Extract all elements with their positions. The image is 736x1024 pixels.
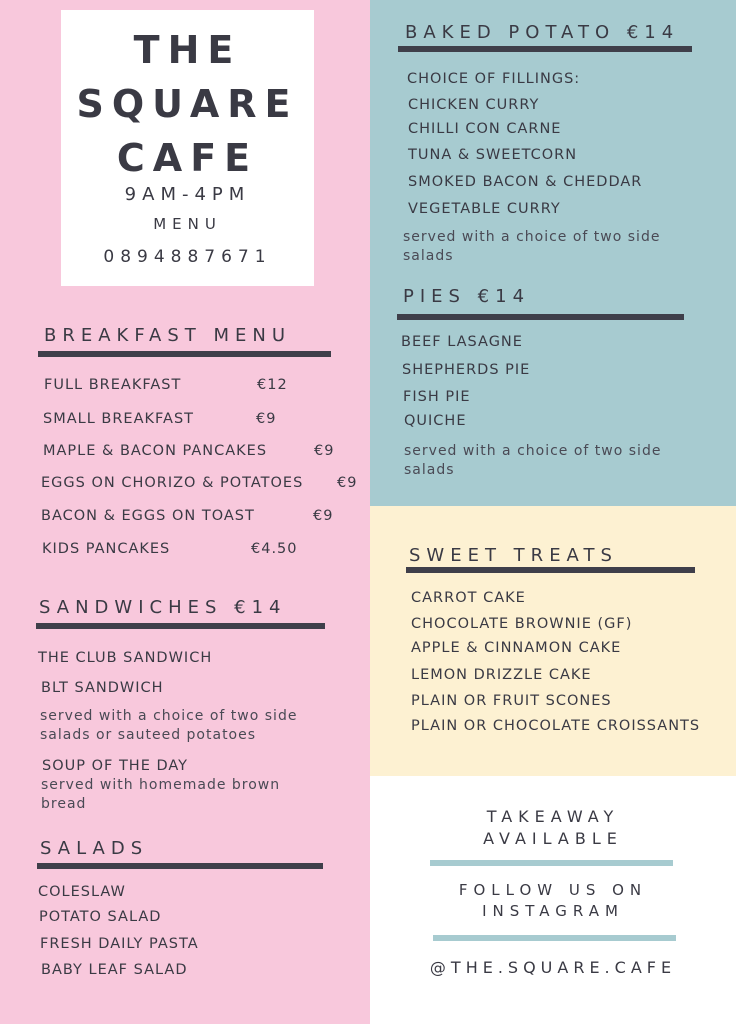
- filling-item: CHILLI CON CARNE: [408, 121, 562, 137]
- filling-item: TUNA & SWEETCORN: [408, 147, 578, 163]
- baked-potato-divider: [398, 46, 692, 52]
- sweet-item: LEMON DRIZZLE CAKE: [411, 667, 592, 683]
- sandwich-item: BLT SANDWICH: [41, 680, 164, 696]
- sweet-item: PLAIN OR FRUIT SCONES: [411, 693, 612, 709]
- pies-heading: PIES €14: [403, 286, 531, 307]
- instagram-divider: [433, 935, 676, 941]
- filling-item: CHICKEN CURRY: [408, 97, 540, 113]
- brand-line-3: CAFE: [116, 136, 259, 180]
- pie-item: FISH PIE: [403, 389, 471, 405]
- takeaway-divider: [430, 860, 673, 866]
- follow-line-2: INSTAGRAM: [482, 902, 624, 920]
- filling-item: SMOKED BACON & CHEDDAR: [408, 174, 643, 190]
- soup-note: served with homemade brown bread: [41, 777, 281, 812]
- breakfast-price: €9: [314, 443, 335, 459]
- phone-number: 0894887671: [103, 247, 272, 267]
- pies-note: served with a choice of two side salads: [404, 443, 662, 478]
- breakfast-item: EGGS ON CHORIZO & POTATOES: [41, 475, 304, 491]
- sweet-item: CHOCOLATE BROWNIE (GF): [411, 616, 633, 632]
- salad-item: FRESH DAILY PASTA: [40, 936, 199, 952]
- breakfast-price: €9: [256, 411, 277, 427]
- pie-item: QUICHE: [404, 413, 467, 429]
- sweet-treats-heading: SWEET TREATS: [409, 545, 618, 566]
- breakfast-heading: BREAKFAST MENU: [44, 325, 292, 346]
- breakfast-divider: [38, 351, 331, 357]
- brand-line-2: SQUARE: [76, 82, 299, 126]
- breakfast-price: €4.50: [251, 541, 298, 557]
- fillings-intro: CHOICE OF FILLINGS:: [407, 71, 581, 87]
- breakfast-item: KIDS PANCAKES: [42, 541, 171, 557]
- sandwich-item: THE CLUB SANDWICH: [38, 650, 213, 666]
- breakfast-item: FULL BREAKFAST: [44, 377, 182, 393]
- sweet-treats-divider: [406, 567, 695, 573]
- baked-potato-note: served with a choice of two side salads: [403, 229, 661, 264]
- baked-potato-heading: BAKED POTATO €14: [405, 22, 680, 43]
- salads-heading: SALADS: [40, 838, 149, 859]
- takeaway-line-1: TAKEAWAY: [486, 807, 620, 826]
- opening-hours: 9AM-4PM: [124, 184, 251, 205]
- takeaway-line-2: AVAILABLE: [483, 829, 623, 848]
- sweet-item: APPLE & CINNAMON CAKE: [411, 640, 622, 656]
- pie-item: SHEPHERDS PIE: [402, 362, 531, 378]
- pies-divider: [397, 314, 684, 320]
- sandwiches-heading: SANDWICHES €14: [39, 597, 287, 618]
- instagram-handle[interactable]: @THE.SQUARE.CAFE: [429, 958, 677, 977]
- sandwiches-divider: [36, 623, 325, 629]
- pie-item: BEEF LASAGNE: [401, 334, 523, 350]
- sweet-item: PLAIN OR CHOCOLATE CROISSANTS: [411, 718, 701, 734]
- menu-label: MENU: [153, 215, 222, 233]
- salad-item: COLESLAW: [38, 884, 126, 900]
- soup-item: SOUP OF THE DAY: [42, 758, 189, 774]
- salads-divider: [37, 863, 323, 869]
- filling-item: VEGETABLE CURRY: [408, 201, 561, 217]
- brand-line-1: THE: [133, 28, 242, 72]
- breakfast-item: BACON & EGGS ON TOAST: [41, 508, 255, 524]
- logo-box: [61, 10, 314, 286]
- breakfast-price: €9: [313, 508, 334, 524]
- salad-item: POTATO SALAD: [39, 909, 162, 925]
- breakfast-price: €9: [337, 475, 358, 491]
- breakfast-item: MAPLE & BACON PANCAKES: [43, 443, 268, 459]
- breakfast-item: SMALL BREAKFAST: [43, 411, 195, 427]
- sandwiches-note: served with a choice of two side salads or sauteed potatoes: [40, 708, 298, 743]
- follow-line-1: FOLLOW US ON: [458, 881, 648, 899]
- salad-item: BABY LEAF SALAD: [41, 962, 188, 978]
- sweet-item: CARROT CAKE: [411, 590, 526, 606]
- breakfast-price: €12: [257, 377, 288, 393]
